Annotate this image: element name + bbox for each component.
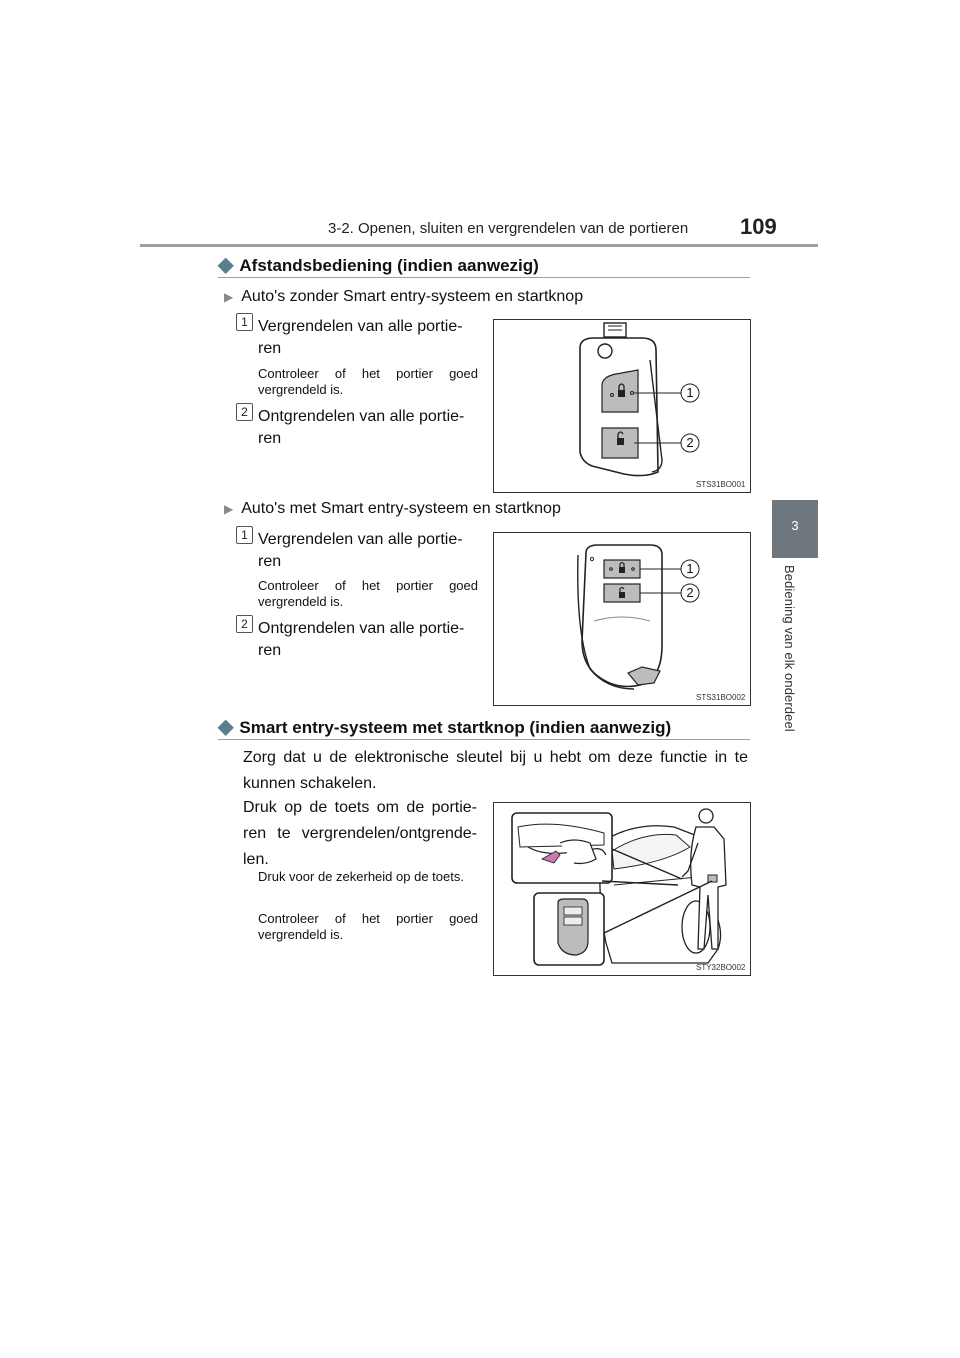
chapter-label bbox=[782, 565, 808, 755]
chapter-label-text: Bediening van elk onderdeel bbox=[782, 565, 797, 732]
step-note: Controleer of het portier goed vergrendeld is. bbox=[258, 578, 478, 609]
diamond-icon: ◆ bbox=[218, 716, 234, 738]
step-lock-all: Vergrendelen van alle portie-ren bbox=[258, 531, 463, 570]
page-number: 109 bbox=[740, 214, 777, 239]
unlock-icon bbox=[619, 592, 625, 598]
callout-2: 2 bbox=[686, 435, 694, 450]
subsection-heading-no-smart bbox=[224, 288, 583, 306]
step-number-2: 2 bbox=[236, 403, 253, 421]
subsection-heading-smart bbox=[224, 500, 561, 518]
step-unlock-all: Ontgrendelen van alle portie-ren bbox=[258, 620, 465, 659]
step-number-1: 1 bbox=[236, 313, 253, 331]
step-number-1: 1 bbox=[236, 526, 253, 544]
diamond-icon: ◆ bbox=[218, 254, 234, 276]
step-note: Controleer of het portier goed vergrendeld is. bbox=[258, 366, 478, 397]
running-header: 3-2. Openen, sluiten en vergrendelen van de portieren bbox=[328, 220, 689, 237]
header-divider bbox=[140, 244, 818, 247]
unlock-icon bbox=[617, 438, 624, 445]
subsection-heading-text: Auto's met Smart entry-systeem en startknop bbox=[241, 500, 561, 517]
figure-key-smart bbox=[493, 532, 751, 706]
figure-code: STS31BO001 bbox=[696, 480, 746, 489]
lock-icon bbox=[618, 390, 625, 397]
smart-key-illustration bbox=[494, 533, 750, 705]
triangle-icon: ▶ bbox=[224, 290, 234, 304]
step-unlock-all: Ontgrendelen van alle portie-ren bbox=[258, 408, 465, 447]
note-press-button: Druk voor de zekerheid op de toets. bbox=[258, 869, 464, 884]
callout-2: 2 bbox=[686, 585, 694, 600]
figure-code: STS31BO002 bbox=[696, 693, 746, 702]
chapter-tab-number: 3 bbox=[791, 518, 799, 533]
intro-paragraph: Zorg dat u de elektronische sleutel bij u hebt om deze functie in te kunnen schakelen. bbox=[243, 749, 748, 792]
lock-icon bbox=[619, 567, 625, 573]
step-lock-all: Vergrendelen van alle portie-ren bbox=[258, 318, 463, 357]
smart-entry-illustration bbox=[494, 803, 750, 975]
callout-1: 1 bbox=[686, 385, 694, 400]
step-number-2: 2 bbox=[236, 615, 253, 633]
section-rule bbox=[218, 277, 750, 278]
section-heading-remote-text: Afstandsbediening (indien aanwezig) bbox=[239, 256, 539, 275]
section-rule bbox=[218, 739, 750, 740]
figure-smart-entry bbox=[493, 802, 751, 976]
key-fob-illustration bbox=[494, 320, 750, 492]
figure-code: STY32BO002 bbox=[696, 963, 746, 972]
figure-key-no-smart bbox=[493, 319, 751, 493]
triangle-icon: ▶ bbox=[224, 502, 234, 516]
callout-1: 1 bbox=[686, 561, 694, 576]
note-check-locked: Controleer of het portier goed vergrendeld is. bbox=[258, 911, 478, 942]
subsection-heading-text: Auto's zonder Smart entry-systeem en startknop bbox=[241, 288, 584, 305]
section-heading-smart-entry bbox=[218, 714, 671, 739]
section-heading-remote bbox=[218, 252, 539, 277]
instruction-paragraph: Druk op de toets om de portie-ren te vergrendelen/ontgrende-len. bbox=[243, 799, 477, 868]
section-heading-smart-entry-text: Smart entry-systeem met startknop (indien aanwezig) bbox=[239, 718, 672, 737]
